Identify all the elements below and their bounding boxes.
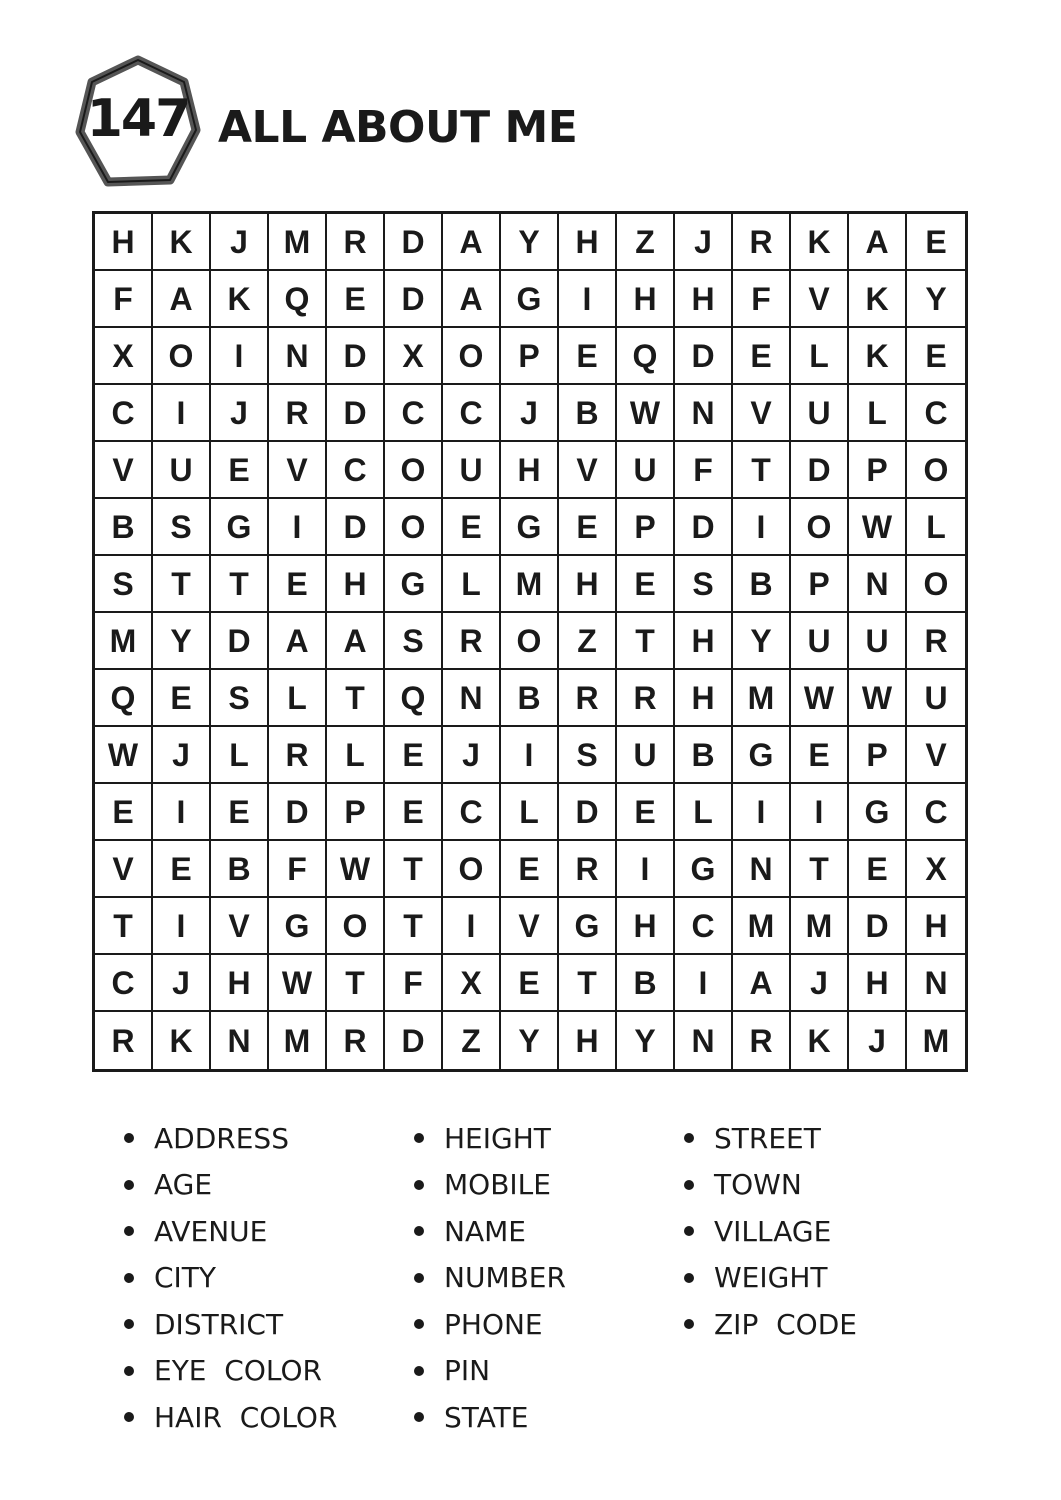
grid-cell[interactable]: I xyxy=(269,499,327,556)
grid-cell[interactable]: O xyxy=(327,898,385,955)
grid-cell[interactable]: R xyxy=(907,613,965,670)
bullet-icon xyxy=(120,1133,154,1143)
grid-cell[interactable]: E xyxy=(733,328,791,385)
grid-cell[interactable]: H xyxy=(559,214,617,271)
word-list-item xyxy=(410,1394,680,1441)
grid-cell[interactable]: L xyxy=(443,556,501,613)
grid-cell[interactable]: W xyxy=(791,670,849,727)
grid-cell[interactable]: H xyxy=(327,556,385,613)
grid-cell[interactable]: L xyxy=(675,784,733,841)
grid-cell[interactable]: K xyxy=(153,1012,211,1069)
grid-cell[interactable]: E xyxy=(153,670,211,727)
grid-cell[interactable]: T xyxy=(211,556,269,613)
grid-cell[interactable]: Y xyxy=(617,1012,675,1069)
grid-cell[interactable]: J xyxy=(211,214,269,271)
bullet-icon xyxy=(410,1180,444,1190)
word-list-item xyxy=(120,1208,410,1255)
grid-cell[interactable]: R xyxy=(443,613,501,670)
grid-cell[interactable]: C xyxy=(907,385,965,442)
grid-cell[interactable]: D xyxy=(211,613,269,670)
grid-cell[interactable]: S xyxy=(559,727,617,784)
grid-cell[interactable]: T xyxy=(791,841,849,898)
grid-cell[interactable]: A xyxy=(733,955,791,1012)
grid-cell[interactable]: H xyxy=(559,556,617,613)
grid-cell[interactable]: D xyxy=(327,385,385,442)
grid-cell[interactable]: A xyxy=(443,271,501,328)
grid-cell[interactable]: G xyxy=(501,271,559,328)
grid-cell[interactable]: H xyxy=(501,442,559,499)
grid-cell[interactable]: R xyxy=(733,1012,791,1069)
grid-cell[interactable]: S xyxy=(153,499,211,556)
bullet-icon xyxy=(410,1273,444,1283)
grid-cell[interactable]: E xyxy=(907,328,965,385)
grid-cell[interactable]: M xyxy=(95,613,153,670)
grid-cell[interactable]: B xyxy=(675,727,733,784)
grid-cell[interactable]: M xyxy=(501,556,559,613)
grid-cell[interactable]: U xyxy=(443,442,501,499)
grid-cell[interactable]: O xyxy=(443,841,501,898)
grid-cell[interactable]: K xyxy=(211,271,269,328)
puzzle-title: ALL ABOUT ME xyxy=(218,102,578,153)
grid-cell[interactable]: P xyxy=(849,442,907,499)
grid-cell[interactable]: L xyxy=(849,385,907,442)
word-list-item xyxy=(120,1348,410,1395)
grid-cell[interactable]: G xyxy=(849,784,907,841)
grid-cell[interactable]: T xyxy=(617,613,675,670)
grid-cell[interactable]: F xyxy=(733,271,791,328)
grid-cell[interactable]: U xyxy=(791,613,849,670)
grid-cell[interactable]: R xyxy=(617,670,675,727)
grid-cell[interactable]: P xyxy=(617,499,675,556)
grid-cell[interactable]: E xyxy=(501,955,559,1012)
grid-cell[interactable]: R xyxy=(559,841,617,898)
grid-cell[interactable]: E xyxy=(559,499,617,556)
grid-cell[interactable]: T xyxy=(385,898,443,955)
grid-cell[interactable]: T xyxy=(153,556,211,613)
grid-cell[interactable]: X xyxy=(443,955,501,1012)
grid-cell[interactable]: V xyxy=(791,271,849,328)
grid-cell[interactable]: Y xyxy=(501,1012,559,1069)
grid-cell[interactable]: B xyxy=(559,385,617,442)
grid-cell[interactable]: C xyxy=(443,385,501,442)
grid-cell[interactable]: E xyxy=(211,784,269,841)
grid-cell[interactable]: O xyxy=(907,442,965,499)
grid-cell[interactable]: W xyxy=(95,727,153,784)
grid-cell[interactable]: K xyxy=(849,271,907,328)
grid-cell[interactable]: H xyxy=(617,271,675,328)
grid-cell[interactable]: H xyxy=(95,214,153,271)
word-list-item xyxy=(680,1162,940,1209)
word-label: AGE xyxy=(154,1168,213,1202)
word-list-item xyxy=(410,1255,680,1302)
grid-cell[interactable]: W xyxy=(269,955,327,1012)
grid-cell[interactable]: D xyxy=(849,898,907,955)
grid-cell[interactable]: H xyxy=(675,613,733,670)
grid-cell[interactable]: L xyxy=(269,670,327,727)
grid-cell[interactable]: C xyxy=(327,442,385,499)
grid-cell[interactable]: Q xyxy=(617,328,675,385)
word-list-item xyxy=(120,1115,410,1162)
word-label: CITY xyxy=(154,1261,217,1295)
grid-cell[interactable]: J xyxy=(675,214,733,271)
bullet-icon xyxy=(120,1412,154,1422)
grid-cell[interactable]: A xyxy=(849,214,907,271)
grid-cell[interactable]: N xyxy=(269,328,327,385)
grid-cell[interactable]: D xyxy=(791,442,849,499)
word-list-item xyxy=(410,1348,680,1395)
grid-cell[interactable]: S xyxy=(95,556,153,613)
word-list-item xyxy=(410,1115,680,1162)
word-list-item xyxy=(680,1115,940,1162)
grid-cell[interactable]: M xyxy=(733,670,791,727)
word-label: MOBILE xyxy=(444,1168,551,1202)
grid-cell[interactable]: H xyxy=(617,898,675,955)
grid-cell[interactable]: A xyxy=(327,613,385,670)
grid-cell[interactable]: A xyxy=(153,271,211,328)
grid-cell[interactable]: Y xyxy=(501,214,559,271)
grid-cell[interactable]: G xyxy=(559,898,617,955)
grid-cell[interactable]: Y xyxy=(907,271,965,328)
grid-cell[interactable]: D xyxy=(559,784,617,841)
grid-cell[interactable]: C xyxy=(675,898,733,955)
bullet-icon xyxy=(680,1180,714,1190)
word-list-item xyxy=(120,1162,410,1209)
grid-cell[interactable]: I xyxy=(153,385,211,442)
grid-cell[interactable]: T xyxy=(385,841,443,898)
grid-cell[interactable]: E xyxy=(95,784,153,841)
grid-cell[interactable]: V xyxy=(211,898,269,955)
grid-cell[interactable]: Q xyxy=(269,271,327,328)
grid-cell[interactable]: R xyxy=(559,670,617,727)
bullet-icon xyxy=(680,1226,714,1236)
grid-cell[interactable]: Z xyxy=(617,214,675,271)
grid-cell[interactable]: I xyxy=(733,784,791,841)
grid-cell[interactable]: D xyxy=(327,328,385,385)
grid-cell[interactable]: G xyxy=(269,898,327,955)
grid-cell[interactable]: D xyxy=(385,214,443,271)
grid-cell[interactable]: X xyxy=(95,328,153,385)
grid-cell[interactable]: D xyxy=(675,328,733,385)
word-label: ADDRESS xyxy=(154,1121,289,1155)
word-label: NAME xyxy=(444,1214,526,1248)
grid-cell[interactable]: U xyxy=(617,442,675,499)
grid-cell[interactable]: P xyxy=(501,328,559,385)
grid-cell[interactable]: P xyxy=(791,556,849,613)
word-list-column xyxy=(410,1115,680,1445)
grid-cell[interactable]: I xyxy=(559,271,617,328)
grid-cell[interactable]: T xyxy=(327,955,385,1012)
grid-cell[interactable]: W xyxy=(617,385,675,442)
grid-cell[interactable]: M xyxy=(791,898,849,955)
grid-cell[interactable]: F xyxy=(385,955,443,1012)
grid-cell[interactable]: M xyxy=(922,1022,950,1059)
grid-cell[interactable]: H xyxy=(211,955,269,1012)
grid-cell[interactable]: L xyxy=(327,727,385,784)
grid-cell[interactable]: U xyxy=(791,385,849,442)
grid-cell[interactable]: J xyxy=(211,385,269,442)
grid-cell[interactable]: I xyxy=(675,955,733,1012)
grid-cell[interactable]: Y xyxy=(153,613,211,670)
bullet-icon xyxy=(410,1226,444,1236)
grid-cell[interactable]: S xyxy=(675,556,733,613)
grid-cell[interactable]: E xyxy=(443,499,501,556)
grid-cell[interactable]: L xyxy=(501,784,559,841)
grid-cell[interactable]: O xyxy=(153,328,211,385)
grid-cell[interactable]: V xyxy=(907,727,965,784)
word-label: HEIGHT xyxy=(444,1121,551,1155)
grid-cell[interactable]: E xyxy=(907,214,965,271)
puzzle-header xyxy=(72,52,692,197)
grid-cell[interactable]: K xyxy=(791,1012,849,1069)
grid-cell[interactable]: O xyxy=(907,556,965,613)
bullet-icon xyxy=(120,1180,154,1190)
word-label: ZIP CODE xyxy=(714,1307,857,1341)
grid-cell[interactable]: N xyxy=(211,1012,269,1069)
word-list-column xyxy=(120,1115,410,1445)
word-list-item xyxy=(680,1208,940,1255)
grid-cell[interactable]: X xyxy=(385,328,443,385)
grid-cell[interactable]: U xyxy=(907,670,965,727)
grid-cell[interactable]: H xyxy=(907,898,965,955)
grid-cell[interactable]: K xyxy=(791,214,849,271)
grid-cell[interactable]: N xyxy=(733,841,791,898)
grid-cell[interactable]: P xyxy=(327,784,385,841)
grid-cell[interactable]: K xyxy=(153,214,211,271)
grid-cell[interactable]: T xyxy=(733,442,791,499)
grid-cell[interactable]: V xyxy=(269,442,327,499)
grid-cell[interactable]: Z xyxy=(443,1012,501,1069)
word-label: DISTRICT xyxy=(154,1307,284,1341)
grid-cell[interactable]: T xyxy=(95,898,153,955)
grid-cell[interactable]: B xyxy=(617,955,675,1012)
bullet-icon xyxy=(120,1319,154,1329)
bullet-icon xyxy=(120,1226,154,1236)
grid-cell[interactable]: O xyxy=(501,613,559,670)
grid-cell[interactable]: B xyxy=(211,841,269,898)
puzzle-number: 147 xyxy=(86,89,190,149)
grid-cell[interactable]: E xyxy=(327,271,385,328)
grid-cell[interactable]: G xyxy=(211,499,269,556)
grid-cell[interactable]: N xyxy=(907,955,965,1012)
grid-cell[interactable]: C xyxy=(95,955,153,1012)
grid-cell[interactable]: R xyxy=(269,385,327,442)
grid-cell[interactable]: L xyxy=(211,727,269,784)
puzzle-number-badge xyxy=(72,52,204,192)
grid-cell[interactable]: A xyxy=(443,214,501,271)
grid-cell[interactable]: N xyxy=(675,1012,733,1069)
word-label: STREET xyxy=(714,1121,821,1155)
grid-cell[interactable]: K xyxy=(849,328,907,385)
grid-cell[interactable]: Q xyxy=(95,670,153,727)
word-list-item xyxy=(680,1255,940,1302)
word-label: NUMBER xyxy=(444,1261,566,1295)
grid-cell[interactable]: D xyxy=(385,1012,443,1069)
grid-cell[interactable]: O xyxy=(443,328,501,385)
grid-cell[interactable]: V xyxy=(559,442,617,499)
grid-cell[interactable]: S xyxy=(211,670,269,727)
word-list-item xyxy=(120,1255,410,1302)
grid-cell[interactable]: C xyxy=(907,784,965,841)
grid-cell[interactable]: G xyxy=(675,841,733,898)
grid-cell[interactable]: E xyxy=(269,556,327,613)
grid-cell[interactable]: E xyxy=(849,841,907,898)
grid-cell[interactable]: V xyxy=(501,898,559,955)
grid-cell[interactable]: M xyxy=(269,214,327,271)
grid-cell[interactable]: B xyxy=(733,556,791,613)
word-label: PIN xyxy=(444,1354,491,1388)
grid-cell[interactable]: F xyxy=(95,271,153,328)
word-list-item xyxy=(680,1301,940,1348)
grid-cell[interactable]: G xyxy=(733,727,791,784)
grid-cell[interactable]: B xyxy=(501,670,559,727)
grid-cell[interactable]: E xyxy=(385,784,443,841)
grid-cell[interactable]: H xyxy=(675,271,733,328)
grid-cell[interactable]: E xyxy=(617,784,675,841)
bullet-icon xyxy=(680,1273,714,1283)
grid-cell[interactable]: V xyxy=(733,385,791,442)
grid-cell[interactable]: I xyxy=(617,841,675,898)
word-list-item xyxy=(410,1208,680,1255)
grid-cell[interactable]: E xyxy=(617,556,675,613)
grid-cell[interactable]: F xyxy=(269,841,327,898)
word-label: EYE COLOR xyxy=(154,1354,322,1388)
word-list-item xyxy=(120,1394,410,1441)
word-list-item xyxy=(120,1301,410,1348)
word-label: STATE xyxy=(444,1400,529,1434)
grid-cell[interactable]: R xyxy=(327,214,385,271)
grid-cell[interactable]: I xyxy=(153,784,211,841)
bullet-icon xyxy=(120,1273,154,1283)
grid-cell[interactable]: R xyxy=(327,1012,385,1069)
grid-cell[interactable]: H xyxy=(675,670,733,727)
grid-cell[interactable]: W xyxy=(327,841,385,898)
grid-cell[interactable]: U xyxy=(849,613,907,670)
grid-cell[interactable]: O xyxy=(791,499,849,556)
grid-cell[interactable]: I xyxy=(443,898,501,955)
bullet-icon xyxy=(410,1133,444,1143)
grid-cell[interactable]: I xyxy=(211,328,269,385)
bullet-icon xyxy=(680,1133,714,1143)
bullet-icon xyxy=(680,1319,714,1329)
word-label: WEIGHT xyxy=(714,1261,828,1295)
word-label: PHONE xyxy=(444,1307,543,1341)
grid-cell[interactable]: G xyxy=(385,556,443,613)
grid-cell[interactable]: O xyxy=(385,499,443,556)
grid-cell[interactable]: N xyxy=(443,670,501,727)
grid-cell[interactable]: Q xyxy=(385,670,443,727)
bullet-icon xyxy=(410,1366,444,1376)
grid-cell[interactable]: A xyxy=(269,613,327,670)
grid-cell[interactable]: M xyxy=(269,1012,327,1069)
word-list-item xyxy=(410,1301,680,1348)
grid-cell[interactable]: D xyxy=(385,271,443,328)
grid-cell[interactable]: J xyxy=(443,727,501,784)
grid-cell[interactable]: J xyxy=(153,955,211,1012)
grid-cell[interactable]: E xyxy=(791,727,849,784)
grid-cell[interactable]: L xyxy=(907,499,965,556)
grid-cell[interactable]: J xyxy=(153,727,211,784)
word-search-grid xyxy=(92,211,968,1072)
grid-cell[interactable]: J xyxy=(791,955,849,1012)
bullet-icon xyxy=(410,1319,444,1329)
grid-cell[interactable]: V xyxy=(95,442,153,499)
grid-cell[interactable]: E xyxy=(501,841,559,898)
grid-cell[interactable]: I xyxy=(733,499,791,556)
word-label: AVENUE xyxy=(154,1214,268,1248)
word-label: HAIR COLOR xyxy=(154,1400,338,1434)
grid-cell[interactable]: H xyxy=(849,955,907,1012)
grid-cell[interactable]: L xyxy=(791,328,849,385)
grid-cell[interactable]: C xyxy=(443,784,501,841)
grid-cell[interactable]: R xyxy=(733,214,791,271)
grid-cell[interactable]: S xyxy=(385,613,443,670)
grid-cell[interactable]: F xyxy=(675,442,733,499)
grid-cell[interactable]: X xyxy=(907,841,965,898)
word-list-item xyxy=(410,1162,680,1209)
grid-cell[interactable]: J xyxy=(501,385,559,442)
grid-cell[interactable]: W xyxy=(849,499,907,556)
grid-cell[interactable]: N xyxy=(675,385,733,442)
grid-cell[interactable]: N xyxy=(849,556,907,613)
word-label: VILLAGE xyxy=(714,1214,832,1248)
grid-cell[interactable]: Y xyxy=(733,613,791,670)
grid-cell[interactable]: R xyxy=(269,727,327,784)
grid-cell[interactable]: U xyxy=(617,727,675,784)
grid-cell[interactable]: C xyxy=(385,385,443,442)
word-label: TOWN xyxy=(714,1168,802,1202)
word-list-column xyxy=(680,1115,940,1445)
grid-cell[interactable]: E xyxy=(385,727,443,784)
grid-cell[interactable]: E xyxy=(559,328,617,385)
grid-cell[interactable]: J xyxy=(849,1012,907,1069)
grid-cell[interactable]: V xyxy=(95,841,153,898)
bullet-icon xyxy=(410,1412,444,1422)
grid-cell[interactable]: O xyxy=(385,442,443,499)
grid-cell[interactable]: H xyxy=(559,1012,617,1069)
grid-cell[interactable]: D xyxy=(327,499,385,556)
grid-cell[interactable]: T xyxy=(327,670,385,727)
grid-cell[interactable]: T xyxy=(559,955,617,1012)
grid-cell[interactable]: U xyxy=(153,442,211,499)
grid-cell[interactable]: C xyxy=(95,385,153,442)
grid-cell[interactable]: B xyxy=(95,499,153,556)
grid-cell[interactable]: I xyxy=(501,727,559,784)
grid-cell[interactable]: Z xyxy=(559,613,617,670)
grid-cell[interactable]: D xyxy=(269,784,327,841)
bullet-icon xyxy=(120,1366,154,1376)
grid-cell[interactable]: M xyxy=(733,898,791,955)
grid-cell[interactable]: E xyxy=(211,442,269,499)
grid-cell[interactable]: W xyxy=(849,670,907,727)
grid-cell[interactable]: D xyxy=(675,499,733,556)
grid-cell[interactable]: I xyxy=(791,784,849,841)
word-list xyxy=(120,1115,940,1445)
grid-cell[interactable]: I xyxy=(153,898,211,955)
grid-cell[interactable]: R xyxy=(95,1012,153,1069)
grid-cell[interactable]: P xyxy=(849,727,907,784)
grid-cell[interactable]: E xyxy=(153,841,211,898)
grid-cell[interactable]: G xyxy=(501,499,559,556)
